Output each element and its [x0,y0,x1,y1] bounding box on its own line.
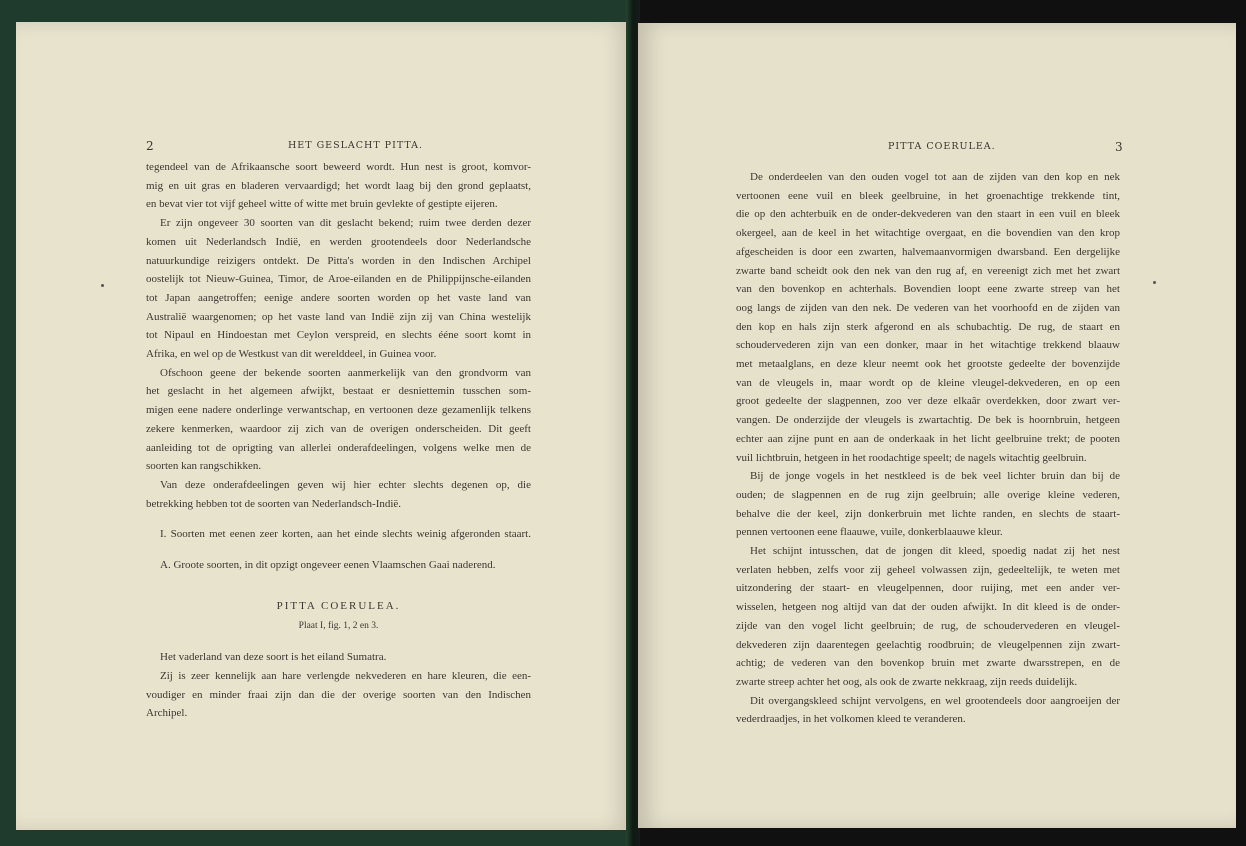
text-line: oostelijk tot Nieuw-Guinea, Timor, de Aroe-eilanden en de Philippijnsche-eilanden [146,273,531,286]
species-title: PITTA COERULEA. [276,599,401,612]
text-line: tot Nipaul en Hindoestan met Ceylon verspreid, en slechts ééne soort komt in [146,329,531,342]
text-line: voudiger en minder fraai zijn dan die der overige soorten van den Indischen [146,688,531,701]
running-head: PITTA COERULEA. [888,141,996,152]
page-number: 3 [1115,140,1123,154]
text-line: mig en uit gras en bladeren vervaardigd; het wordt laag bij den grond geplaatst, [146,179,531,192]
text-line: uitzondering der staart- en vleugelpennen, door ruijing, met een ander ver- [736,582,1120,595]
text-line: vangen. De onderzijde der vleugels is zwartachtig. De bek is hoornbruin, hetgeen [736,414,1120,427]
text-line: ouden; de slagpennen en de rug zijn geelbruin; alle overige kleine vederen, [736,488,1120,501]
text-line: aanleiding tot de oprigting van allerlei onderafdeelingen, volgens welke men de [146,441,531,454]
text-line: Er zijn ongeveer 30 soorten van dit geslacht bekend; ruim twee derden dezer [160,217,531,230]
print-speck [1153,281,1156,284]
text-line: Bij de jonge vogels in het nestkleed is de bek veel lichter bruin dan bij de [750,470,1120,483]
text-line: groot gedeelte der slagpennen, zoo ver deze elkaâr overdekken, door zwart ver- [736,395,1120,408]
plate-reference: Plaat I, fig. 1, 2 en 3. [298,621,379,632]
text-line: pennen vertoonen eene flaauwe, vuile, donkerblaauwe kleur. [736,526,1003,539]
text-line: Australië waargenomen; op het vaste land van Indië zijn zij van China westelijk [146,310,531,323]
text-line: De onderdeelen van den ouden vogel tot aan de zijden van den kop en nek [750,171,1120,183]
text-line: tegendeel van de Afrikaansche soort beweerd wordt. Hun nest is groot, komvor- [146,161,531,173]
text-line: Ofschoon geene der bekende soorten aanmerkelijk van den grondvorm van [160,366,531,379]
text-line: Van deze onderafdeelingen geven wij hier echter slechts degenen op, die [160,478,531,491]
text-line: van den bovenkop en achterhals. Bovendien loopt eene zwarte streep van het [736,283,1120,296]
body-text [146,158,531,723]
text-line: zwarte streep achter het oog, als ook de zwarte nekkraag, zijn reeds duidelijk. [736,675,1078,688]
text-line: behalve die der keel, zijn donkerbruin met lichte randen, en slechts de staart- [736,507,1120,520]
text-line: echter aan zijne punt en aan de onderkaak in het licht geelbruine trekt; de pooten [736,432,1120,445]
text-line: achtig; de vederen van den bovenkop bruin met zwarte dwarsstrepen, en de [736,657,1120,670]
text-line: Het vaderland van deze soort is het eiland Sumatra. [160,651,387,664]
text-line: en bevat vier tot vijf geheel witte of witte met bruin gevlekte of gestipte eijeren. [146,198,498,211]
text-line: Het schijnt intusschen, dat de jongen dit kleed, spoedig nadat zij het nest [750,545,1120,558]
section-heading-A: A. Groote soorten, in dit opzigt ongeveer eenen Vlaamschen Gaai naderend. [160,559,496,572]
text-line: natuurkundige reizigers ontdekt. De Pitta's worden in den Indischen Archipel [146,254,531,267]
text-line: dekvederen zijn daarentegen geelachtig roodbruin; de vleugelpennen zijn zwart- [736,638,1120,651]
text-line: wisselen, hetgeen nog altijd van dat der ouden afwijkt. In dit kleed is de onder- [736,601,1120,614]
text-line: den kop en hals zijn sterk afgerond en als schubachtig. De rug, de staart en [736,320,1120,333]
text-line: Archipel. [146,707,188,720]
text-line: Zij is zeer kennelijk aan hare verlengde nekvederen en hare kleuren, die een- [160,669,531,682]
text-line: migen eene nadere onderlinge verwantschap, en vertoonen deze gezamenlijk telkens [146,404,531,417]
text-line: zekere kenmerken, waardoor zij zich van de overigen onderscheiden. Dit geeft [146,422,531,435]
text-line: oog langs de zijden van den nek. De vederen van het voorhoofd en de zijden van [736,301,1120,314]
print-speck [101,284,104,287]
page-number: 2 [146,139,154,153]
section-heading-I: I. Soorten met eenen zeer korten, aan het einde slechts weinig afgeronden staart. [160,528,531,541]
text-line: Dit overgangskleed schijnt vervolgens, en wel grootendeels door aangroeijen der [750,694,1120,707]
text-line: van de vleugels in, maar wordt op de kleine vleugel-dekvederen, en op een [736,376,1120,389]
right-page [638,23,1236,828]
text-line: komen uit Nederlandsch Indië, en werden grootendeels door Nederlandsche [146,235,531,248]
text-line: het geslacht in het algemeen afwijkt, bestaat er desniettemin tusschen som- [146,385,531,398]
text-line: vederdraadjes, in het volkomen kleed te veranderen. [736,713,966,726]
text-line: vuil lichtbruin, hetgeen in het roodachtige speelt; de nagels witachtig geelbruin. [736,451,1087,464]
text-line: okergeel, aan de keel in het witachtige overgaat, en die bovendien van den krop [736,227,1120,240]
text-line: tot Japan aangetroffen; eenige andere soorten worden op het vaste land van [146,291,531,304]
text-line: zwarte band scheidt ook den nek van den rug af, en vereenigt zich met het zwart [736,264,1120,277]
text-line: schoudervederen zijn van een donker, maar in het witachtige trekkend blaauw [736,339,1120,352]
text-line: betrekking hebben tot de soorten van Nederlandsch-Indië. [146,497,402,510]
text-line: met metaalglans, en deze kleur neemt ook het grootste gedeelte der bovenzijde [736,358,1120,371]
text-line: vertoonen eene vuil en bleek geelbruine, in het groenachtige trekkende tint, [736,189,1120,202]
text-line: soorten kan rangschikken. [146,460,262,473]
running-head: HET GESLACHT PITTA. [288,140,424,151]
left-page [16,22,628,830]
text-line: zijde van den vogel licht geelbruin; de rug, de schoudervederen en vleugel- [736,619,1120,632]
text-line: die op den achterbuik en de onder-dekvederen van den staart in een vuil en bleek [736,208,1120,221]
text-line: verlaten hebben, zelfs voor zij geheel volwassen zijn, gedeeltelijk, te weten met [736,563,1120,576]
text-line: Afrika, en wel op de Westkust van dit werelddeel, in Guinea voor. [146,348,437,361]
body-text [736,168,1120,729]
text-line: afgescheiden is door een zwarten, halvemaanvormigen dwarsband. Een dergelijke [736,245,1120,258]
